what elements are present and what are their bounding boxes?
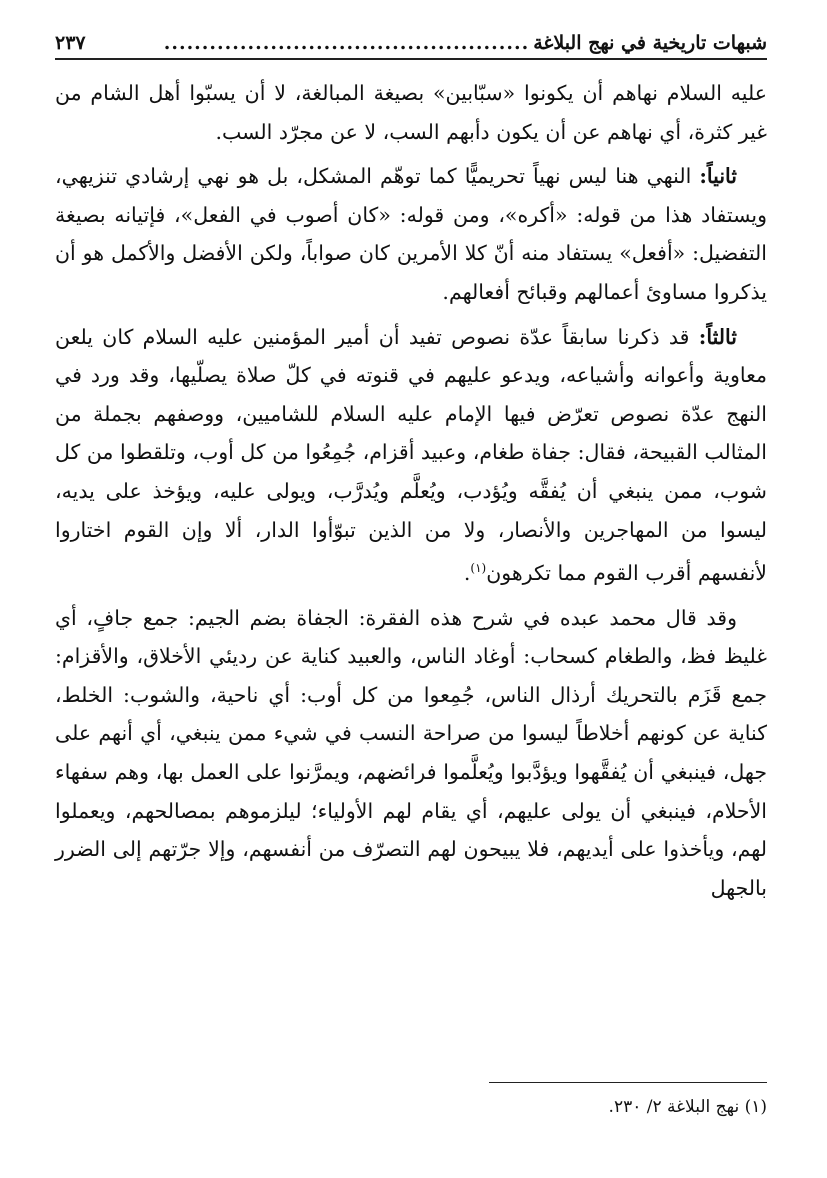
running-header xyxy=(55,22,767,60)
paragraph-3-tail: . xyxy=(463,560,471,585)
paragraph-2 xyxy=(55,157,767,311)
paragraph-2-text: النهي هنا ليس نهياً تحريميًّا كما توهّم المشكل، بل هو نهي إرشادي تنزيهي، ويستفاد هذا من قوله: «أكره»، ومن قوله: «كان أصوب في الفعل»، فإتيانه بصيغة التفضيل: «أفعل» يستفاد منه أنّ كلا الأمرين كان صواباً، ولكن الأفضل والأكمل هو أن يذكروا مساوئ أعمالهم وقبائح أفعالهم. xyxy=(55,164,767,304)
paragraph-3 xyxy=(55,318,767,593)
footnote: (١) نهج البلاغة ٢/ ٢٣٠. xyxy=(608,1097,767,1117)
header-dots: ................................................ xyxy=(163,32,530,54)
body-text xyxy=(55,74,767,907)
paragraph-1 xyxy=(55,74,767,151)
paragraph-4 xyxy=(55,599,767,908)
document-page xyxy=(55,22,767,1152)
header-title: شبهات تاريخية في نهج البلاغة xyxy=(533,32,767,54)
footnote-ref[interactable]: (١) xyxy=(470,561,487,576)
paragraph-3-lead: ثالثاً: xyxy=(698,324,737,349)
paragraph-3-text: قد ذكرنا سابقاً عدّة نصوص تفيد أن أمير المؤمنين عليه السلام كان يلعن معاوية وأعوانه وأشياعه، ويدعو عليهم في قنوته في كلّ صلاة يصلّيها، وقد ورد في النهج عدّة نصوص تعرّض فيها الإمام عليه السلام للشاميين، ووصفهم بجملة من المثالب القبيحة، فقال: جفاة طغام، وعبيد أقزام، جُمِعُوا من كل أوب، وتلقطوا من كل شوب، ممن ينبغي أن يُفقَّه ويُؤدب، ويُعلَّم ويُدرَّب، ويولى عليه، ويؤخذ على يديه، ليسوا من المهاجرين والأنصار، ولا من الذين تبوّأوا الدار، ألا وإن القوم اختاروا لأنفسهم أقرب القوم مما تكرهون xyxy=(55,324,768,585)
paragraph-1-text: عليه السلام نهاهم أن يكونوا «سبّابين» بصيغة المبالغة، لا أن يسبّوا أهل الشام من غير كثرة، أي نهاهم عن أن يكون دأبهم السب، لا عن مجرّد السب. xyxy=(55,81,767,144)
page-number: ٢٣٧ xyxy=(55,32,86,54)
footnote-divider xyxy=(489,1082,767,1083)
paragraph-2-lead: ثانياً: xyxy=(699,164,737,189)
paragraph-4-text: وقد قال محمد عبده في شرح هذه الفقرة: الجفاة بضم الجيم: جمع جافٍ، أي غليظ فظ، والطغام كسحاب: أوغاد الناس، والعبيد كناية عن رديئي الأخلاق، والأقزام: جمع قَزَم بالتحريك أرذال الناس، جُمِعوا من كل أوب: أي ناحية، والشوب: الخلط، كناية عن كونهم أخلاطاً ليسوا من صراحة النسب في شيء ممن ينبغي، أي أنهم على جهل، فينبغي أن يُفقَّهوا ويؤدَّبوا ويُعلَّموا فرائضهم، ويمرَّنوا على العمل بها، وهم سفهاء الأحلام، فينبغي أن يولى عليهم، أي يقام لهم الأولياء؛ ليلزموهم بمصالحهم، ويعملوا لهم، ويأخذوا على أيديهم، فلا يبيحون لهم التصرّف من أنفسهم، وإلا جرّتهم إلى الضرر بالجهل xyxy=(55,605,767,900)
